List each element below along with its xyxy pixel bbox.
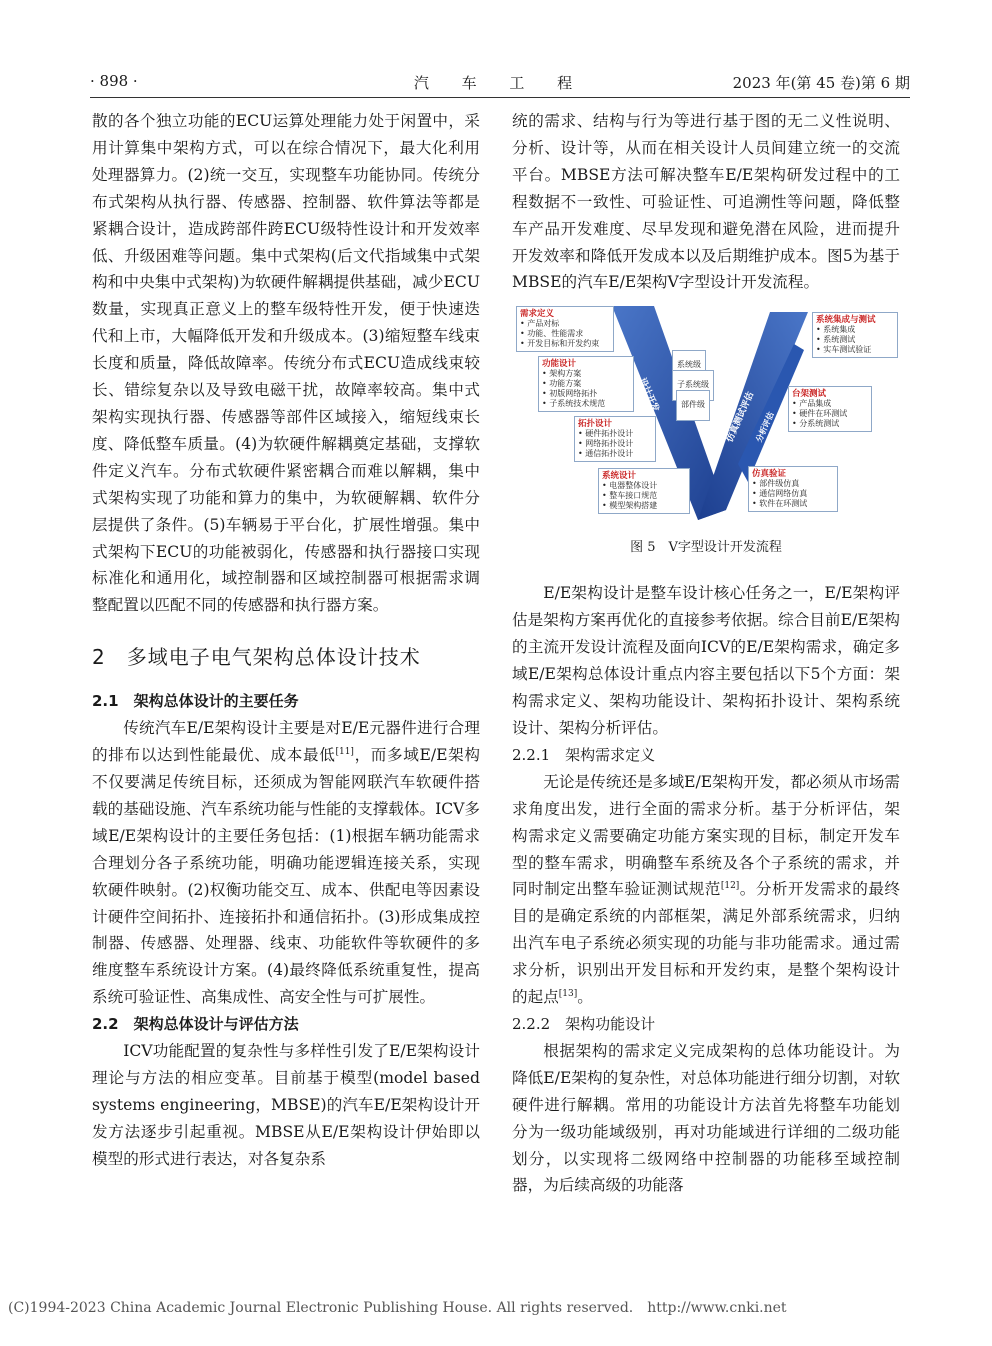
figure-caption: 图 5 V字型设计开发流程 [630,540,782,556]
box-simulation [748,466,838,512]
box-item: • 系统集成 [816,325,856,335]
left-column [92,108,480,1173]
box-bench-test [788,386,872,432]
box-title: 系统设计 [602,471,637,482]
box-item: • 功能、性能需求 [520,329,584,339]
box-title: 仿真验证 [752,469,787,480]
issue-info: 2023 年(第 45 卷)第 6 期 [732,74,910,92]
right-column [512,108,900,1199]
running-header [90,72,910,96]
text-span: 传统汽车E/E架构设计主要是对E/E元器件进行合理的排布以达到性能最优、成本最低 [92,719,480,765]
paragraph: ICV功能配置的复杂性与多样性引发了E/E架构设计理论与方法的相应变革。目前基于模型(model based systems engineering，MBSE)的汽车E/E架构设计开发方法逐步引起重视。MBSE从E/E架构设计伊始即以模型的形式进行表达，对各复杂系 [92,1042,480,1168]
citation[interactable]: [12] [720,881,740,892]
box-item: • 分系统测试 [792,419,840,429]
right-arm-inner-label: 分析评估 [754,410,776,444]
header-rule [90,97,910,98]
box-system-design [598,468,690,514]
subsection-heading-2-2: 2.2 架构总体设计与评估方法 [92,1015,299,1034]
box-topology-design [574,416,656,462]
box-title: 台架测试 [792,389,827,400]
level-label: 部件级 [676,390,710,421]
box-title: 拓扑设计 [578,419,613,430]
box-item: • 功能方案 [542,379,582,389]
box-item: • 部件级仿真 [752,479,800,489]
text-span: 。 [577,988,593,1007]
paragraph: 统的需求、结构与行为等进行基于图的无二义性说明、分析、设计等，从而在相关设计人员间建立统一的交流平台。MBSE方法可解决整车E/E架构研发过程中的工程数据不一致性、可验证性、可追溯性等问题，降低整车产品开发难度、尽早发现和避免潜在风险，进而提升开发效率和降低开发成本以及后期维护成本。图5为基于MBSE的汽车E/E架构V字型设计开发流程。 [512,112,900,292]
box-item: • 系统测试 [816,335,856,345]
figure-v-model [512,304,900,530]
right-arm-outer-label: 仿真测试评估 [725,390,757,445]
level-label: 系统级 [672,350,706,381]
subsection-heading-2-2-2: 2.2.2 架构功能设计 [512,1014,656,1033]
box-item: • 初版网络拓扑 [542,389,598,399]
box-function-design [538,356,634,412]
left-arm-label: 设计开发 [636,377,661,415]
section-heading-2: 2 多域电子电气架构总体设计技术 [92,645,421,670]
box-title: 需求定义 [520,309,555,320]
box-item: • 软件在环测试 [752,499,808,509]
text-span: 无论是传统还是多域E/E架构开发，都必须从市场需求角度出发，进行全面的需求分析。基于分析评估，架构需求定义需要确定功能方案实现的目标，制定开发车型的整车需求，明确整车系统及各个子系统的需求，并同时制定出整车验证测试规范 [512,772,900,899]
paragraph: 根据架构的需求定义完成架构的总体功能设计。为降低E/E架构的复杂性，对总体功能进行细分切割，对软硬件进行解耦。常用的功能设计方法首先将整车功能划分为一级功能域级别，再对功能域进行详细的二级功能划分，以实现将二级网络中控制器的功能移至域控制器，为后续高级的功能落 [512,1041,900,1195]
box-item: • 架构方案 [542,369,582,379]
citation[interactable]: [13] [558,988,578,999]
box-requirements [516,306,614,352]
box-item: • 开发目标和开发约束 [520,339,600,349]
box-integration-test [812,312,898,358]
level-label: 子系统级 [672,370,714,401]
box-item: • 子系统技术规范 [542,399,606,409]
paragraph: 散的各个独立功能的ECU运算处理能力处于闲置中，采用计算集中架构方式，可以在综合情况下，最大化利用处理器算力。(2)统一交互，实现整车功能协同。传统分布式架构从执行器、传感器、控制器、软件算法等都是紧耦合设计，造成跨部件跨ECU级特性设计和开发效率低、升级困难等问题。集中式架构(后文代指域集中式架构和中央集中式架构)为软硬件解耦提供基础，减少ECU数量，实现真正意义上的整车级特性开发，便于快速迭代和上市，大幅降低开发和升级成本。(3)缩短整车线束长度和质量，降低故障率。传统分布式ECU造成线束较长、错综复杂以及导致电磁干扰，故障率较高。集中式架构实现执行器、传感器等部件区域接入，缩短线束长度、降低整车质量。(4)为软硬件解耦奠定基础，支撑软件定义汽车。分布式软硬件紧密耦合而难以解耦，集中式架构实现了功能和算力的集中，为软硬解耦、软件分层提供了条件。(5)车辆易于平台化，扩展性增强。集中式架构下ECU的功能被弱化，传感器和执行器接口实现标准化和通用化，域控制器和区域控制器可根据需求调整配置以匹配不同的传感器和执行器方案。 [92,112,480,615]
box-item: • 模型架构搭建 [602,501,658,511]
box-item: • 硬件在环测试 [792,409,848,419]
box-item: • 通信拓扑设计 [578,449,634,459]
box-item: • 电器整体设计 [602,481,658,491]
page-number: · 898 · [90,72,138,90]
subsection-heading-2-2-1: 2.2.1 架构需求定义 [512,745,656,764]
box-item: • 整车接口规范 [602,491,658,501]
box-item: • 硬件拓扑设计 [578,429,634,439]
text-span: ，而多域E/E架构不仅要满足传统目标，还须成为智能网联汽车软硬件搭载的基础设施、汽车系统功能与性能的支撑载体。ICV多域E/E架构设计的主要任务包括：(1)根据车辆功能需求合理划分各子系统功能，明确功能逻辑连接关系，实现软硬件映射。(2)权衡功能交互、成本、供配电等因素设计硬件空间拓扑、连接拓扑和通信拓扑。(3)形成集成控制器、传感器、处理器、线束、功能软件等软硬件的多维度整车系统设计方案。(4)最终降低系统重复性，提高系统可验证性、高集成性、高安全性与可扩展性。 [92,746,481,1007]
paragraph [512,769,900,1011]
box-item: • 产品对标 [520,319,560,329]
subsection-heading-2-1: 2.1 架构总体设计的主要任务 [92,692,299,711]
journal-title: 汽 车 工 程 [413,74,587,92]
box-title: 功能设计 [542,359,577,370]
box-title: 系统集成与测试 [816,315,876,326]
box-item: • 产品集成 [792,399,832,409]
box-item: • 通信网络仿真 [752,489,808,499]
box-item: • 网络拓扑设计 [578,439,634,449]
paragraph: E/E架构设计是整车设计核心任务之一，E/E架构评估是架构方案再优化的直接参考依据。综合目前E/E架构的主流开发设计流程及面向ICV的E/E架构需求，确定多域E/E架构总体设计重点内容主要包括以下5个方面：架构需求定义、架构功能设计、架构拓扑设计、架构系统设计、架构分析评估。 [512,584,900,737]
text-span: 。分析开发需求的最终目的是确定系统的内部框架，满足外部系统需求，归纳出汽车电子系统必须实现的功能与非功能需求。通过需求分析，识别出开发目标和开发约束，是整个架构设计的起点 [512,880,900,1007]
citation[interactable]: [11] [335,746,354,757]
box-item: • 实车测试验证 [816,345,872,355]
copyright-footer: (C)1994-2023 China Academic Journal Electronic Publishing House. All rights reserved. http://www.cnki.net [8,1300,787,1316]
paragraph [92,715,480,1011]
